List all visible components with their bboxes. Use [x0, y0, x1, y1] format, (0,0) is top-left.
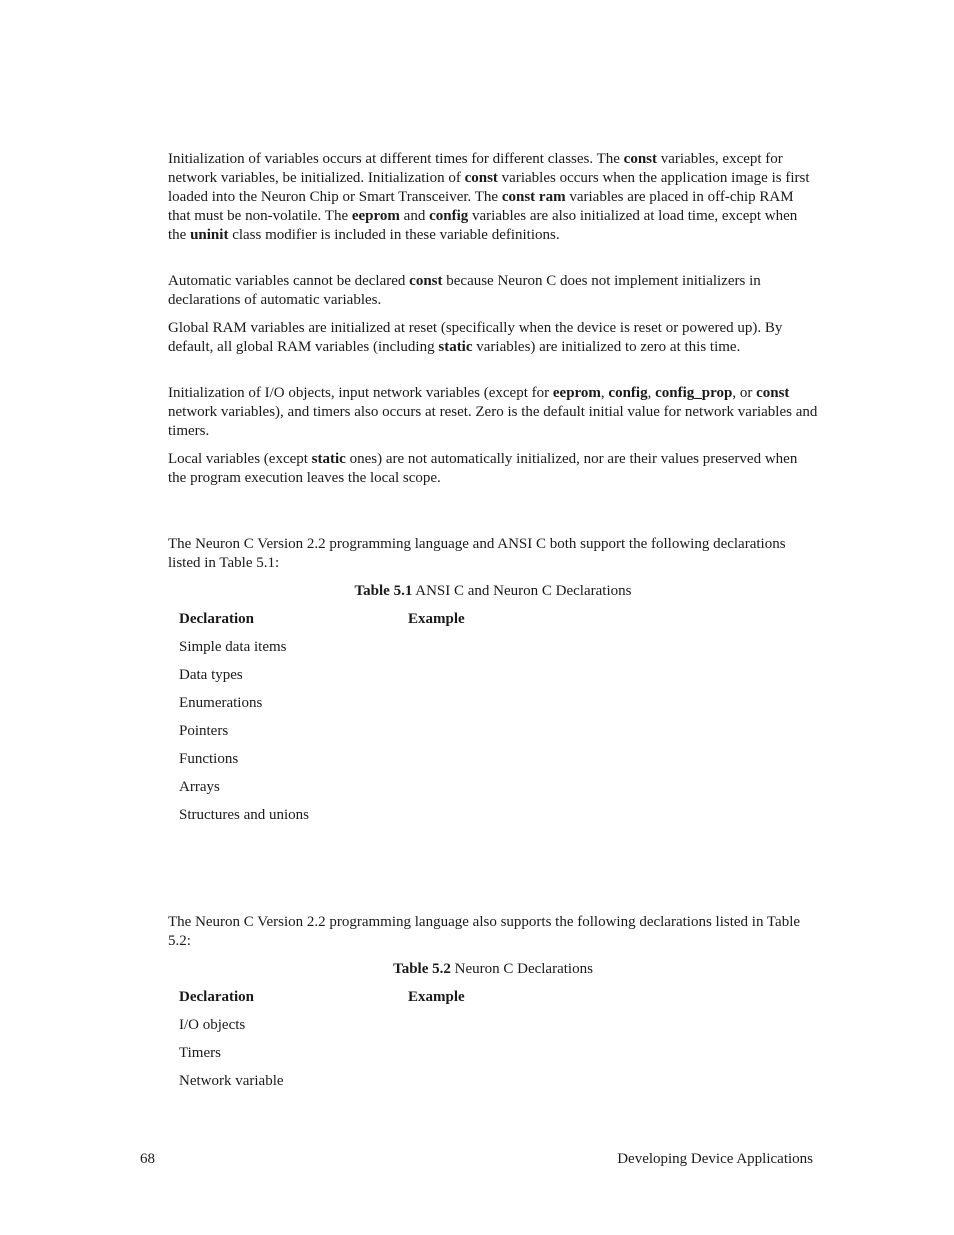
- table1-header-row: [179, 610, 799, 638]
- table-row: [179, 750, 799, 778]
- table-row: [179, 1072, 799, 1100]
- table2-caption-text: Neuron C Declarations: [450, 961, 593, 977]
- table2-cell-declaration: I/O objects: [179, 1017, 246, 1033]
- table-row: [179, 722, 799, 750]
- table2-header-declaration: Declaration: [179, 989, 254, 1005]
- table-row: [179, 1044, 799, 1072]
- running-footer-title: Developing Device Applications: [617, 1151, 813, 1167]
- table2-header-example: Example: [408, 989, 465, 1005]
- keyword-term: const: [464, 170, 498, 186]
- paragraph-automatic-variables: Automatic variables cannot be declared const because Neuron C does not implement initializers in declarations of automatic variables.: [168, 273, 761, 308]
- table1-cell-declaration: Simple data items: [179, 639, 287, 655]
- table1-cell-declaration: Functions: [179, 751, 239, 767]
- keyword-term: config_prop: [655, 385, 733, 401]
- keyword-term: const ram: [501, 189, 566, 205]
- table1-header-example: Example: [408, 611, 465, 627]
- keyword-term: const: [409, 273, 443, 289]
- page-number: 68: [140, 1151, 155, 1167]
- table-row: [179, 666, 799, 694]
- table2-header-row: [179, 988, 799, 1016]
- paragraph-table2-intro: The Neuron C Version 2.2 programming language also supports the following declarations listed in Table 5.2:: [168, 914, 801, 949]
- table-row: [179, 778, 799, 806]
- table-row: [179, 638, 799, 666]
- keyword-term: eeprom: [552, 385, 601, 401]
- keyword-term: uninit: [190, 227, 229, 243]
- paragraph-initialization-classes: Initialization of variables occurs at different times for different classes. The const variables, except for network variables, be initialized. Initialization of const variables occurs when the application image is first loaded into the Neuron Chip or Smart Transceiver. The const ram variables are placed in off-chip RAM that must be non-volatile. The eeprom and config variables are also initialized at load time, except when the uninit class modifier is included in these variable definitions.: [168, 151, 810, 243]
- table1-cell-declaration: Data types: [179, 667, 243, 683]
- keyword-term: eeprom: [351, 208, 400, 224]
- paragraph-local-variables: Local variables (except static ones) are not automatically initialized, nor are their values preserved when the program execution leaves the local scope.: [168, 451, 798, 486]
- table-row: [179, 1016, 799, 1044]
- table-row: [179, 694, 799, 722]
- table1-cell-declaration: Enumerations: [179, 695, 263, 711]
- table1-header-declaration: Declaration: [179, 611, 254, 627]
- table2-neuron-declarations: [179, 988, 799, 1100]
- keyword-term: const: [623, 151, 658, 167]
- table1-caption: [168, 582, 818, 601]
- paragraph-table1-intro: The Neuron C Version 2.2 programming language and ANSI C both support the following declarations listed in Table 5.1:: [168, 536, 786, 571]
- table2-caption-label: Table 5.2: [393, 961, 451, 977]
- table1-caption-label: Table 5.1: [354, 583, 413, 599]
- table2-cell-declaration: Timers: [179, 1045, 221, 1061]
- keyword-term: static: [311, 451, 346, 467]
- table2-caption: [168, 960, 818, 979]
- table1-cell-declaration: Structures and unions: [179, 807, 309, 823]
- table1-caption-text: ANSI C and Neuron C Declarations: [412, 583, 632, 599]
- table1-cell-declaration: Pointers: [179, 723, 229, 739]
- keyword-term: static: [438, 339, 473, 355]
- keyword-term: config: [429, 208, 469, 224]
- paragraph-io-initialization: Initialization of I/O objects, input network variables (except for eeprom, config, config_prop, or const network variables), and timers also occurs at reset. Zero is the default initial value for network variables and timers.: [168, 385, 818, 439]
- table1-cell-declaration: Arrays: [179, 779, 220, 795]
- table-row: [179, 806, 799, 834]
- table2-cell-declaration: Network variable: [179, 1073, 284, 1089]
- table1-ansi-neuron-declarations: [179, 610, 799, 834]
- keyword-term: config: [608, 385, 648, 401]
- paragraph-global-ram: Global RAM variables are initialized at reset (specifically when the device is reset or powered up). By default, all global RAM variables (including static variables) are initialized to zero at this time.: [168, 320, 783, 355]
- keyword-term: const: [756, 385, 790, 401]
